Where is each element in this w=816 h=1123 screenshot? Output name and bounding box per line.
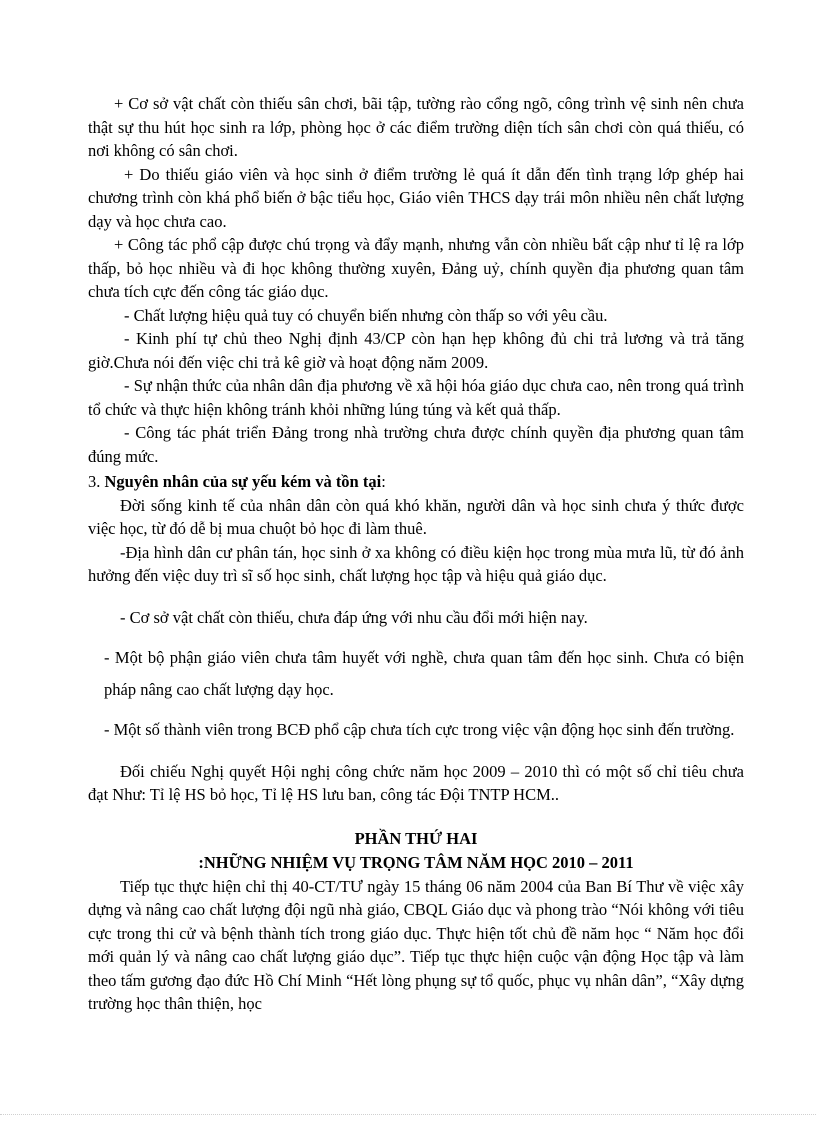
paragraph-terrain: -Địa hình dân cư phân tán, học sinh ở xa không có điều kiện học trong mùa mưa lũ, từ đó ảnh hưởng đến việc duy trì sĩ số học sinh, chất lượng học tập và hiệu quả giáo dục. bbox=[88, 542, 744, 585]
paragraph-steering-committee: - Một số thành viên trong BCĐ phổ cập chưa tích cực trong việc vận động học sinh đến trường. bbox=[104, 719, 735, 739]
paragraph-awareness: - Sự nhận thức của nhân dân địa phương về xã hội hóa giáo dục chưa cao, nên trong quá trình tổ chức và thực hiện không tránh khỏi những lúng túng và kết quả thấp. bbox=[88, 376, 744, 419]
heading-number: 3. bbox=[88, 472, 105, 491]
heading-causes bbox=[88, 470, 744, 494]
paragraph-teacher-commitment: - Một bộ phận giáo viên chưa tâm huyết với nghề, chưa quan tâm đến học sinh. Chưa có biện pháp nâng cao chất lượng dạy học. bbox=[104, 647, 744, 699]
paragraph-quality: - Chất lượng hiệu quả tuy có chuyển biến nhưng còn thấp so với yêu cầu. bbox=[124, 305, 608, 325]
section-title-part-two: PHẦN THỨ HAI bbox=[354, 828, 478, 848]
heading-title: Nguyên nhân của sự yếu kém và tồn tại bbox=[104, 472, 382, 491]
paragraph-facilities: + Cơ sở vật chất còn thiếu sân chơi, bãi tập, tường rào cổng ngõ, công trình vệ sinh nên chưa thật sự thu hút học sinh ra lớp, phòng học ở các điểm trường diện tích sân chơi còn quá thiếu, có nơi không có sân chơi. bbox=[88, 94, 744, 160]
paragraph-comparison: Đối chiếu Nghị quyết Hội nghị công chức năm học 2009 – 2010 thì có một số chỉ tiêu chưa đạt Như: Tỉ lệ HS bỏ học, Tỉ lệ HS lưu ban, công tác Đội TNTP HCM.. bbox=[88, 761, 744, 804]
paragraph-economy: Đời sống kinh tế của nhân dân còn quá khó khăn, người dân và học sinh chưa ý thức được việc học, từ đó dễ bị mua chuột bỏ học đi làm thuê. bbox=[88, 495, 744, 538]
paragraph-party-development: - Công tác phát triển Đảng trong nhà trường chưa được chính quyền địa phương quan tâm đúng mức. bbox=[88, 423, 744, 466]
page-bottom-divider bbox=[0, 1114, 816, 1115]
heading-colon: : bbox=[381, 472, 386, 491]
paragraph-continue-directive: Tiếp tục thực hiện chỉ thị 40-CT/TƯ ngày 15 tháng 06 năm 2004 của Ban Bí Thư về việc xây dựng và nâng cao chất lượng đội ngũ nhà giáo, CBQL Giáo dục và phong trào “Nói không với tiêu cực trong thi cử và bệnh thành tích trong giáo dục. Thực hiện tốt chủ đề năm học “ Năm học đổi mới quản lý và nâng cao chất lượng giáo dục”. Tiếp tục thực hiện cuộc vận động Học tập và làm theo tấm gương đạo đức Hồ Chí Minh “Hết lòng phụng sự tổ quốc, phục vụ nhân dân”, “Xây dựng trường học thân thiện, học bbox=[88, 876, 744, 1013]
document-body bbox=[88, 92, 744, 1016]
paragraph-universalization: + Công tác phổ cập được chú trọng và đẩy mạnh, nhưng vẫn còn nhiều bất cập như tỉ lệ ra lớp thấp, bỏ học nhiều và đi học không thường xuyên, Đảng uỷ, chính quyền địa phương quan tâm chưa tích cực đến công tác giáo dục. bbox=[88, 235, 744, 301]
paragraph-teachers: + Do thiếu giáo viên và học sinh ở điểm trường lẻ quá ít dẫn đến tình trạng lớp ghép hai chương trình còn khá phổ biến ở bậc tiểu học, Giáo viên THCS dạy trái môn nhiều nên chất lượng dạy và học chưa cao. bbox=[88, 164, 744, 231]
section-title-key-tasks: :NHỮNG NHIỆM VỤ TRỌNG TÂM NĂM HỌC 2010 – 2011 bbox=[198, 852, 634, 872]
paragraph-funding: - Kinh phí tự chủ theo Nghị định 43/CP còn hạn hẹp không đủ chi trả lương và trả tăng giờ.Chưa nói đến việc chi trả kê giờ và hoạt động năm 2009. bbox=[88, 329, 744, 372]
paragraph-infrastructure: - Cơ sở vật chất còn thiếu, chưa đáp ứng với nhu cầu đổi mới hiện nay. bbox=[120, 607, 588, 627]
